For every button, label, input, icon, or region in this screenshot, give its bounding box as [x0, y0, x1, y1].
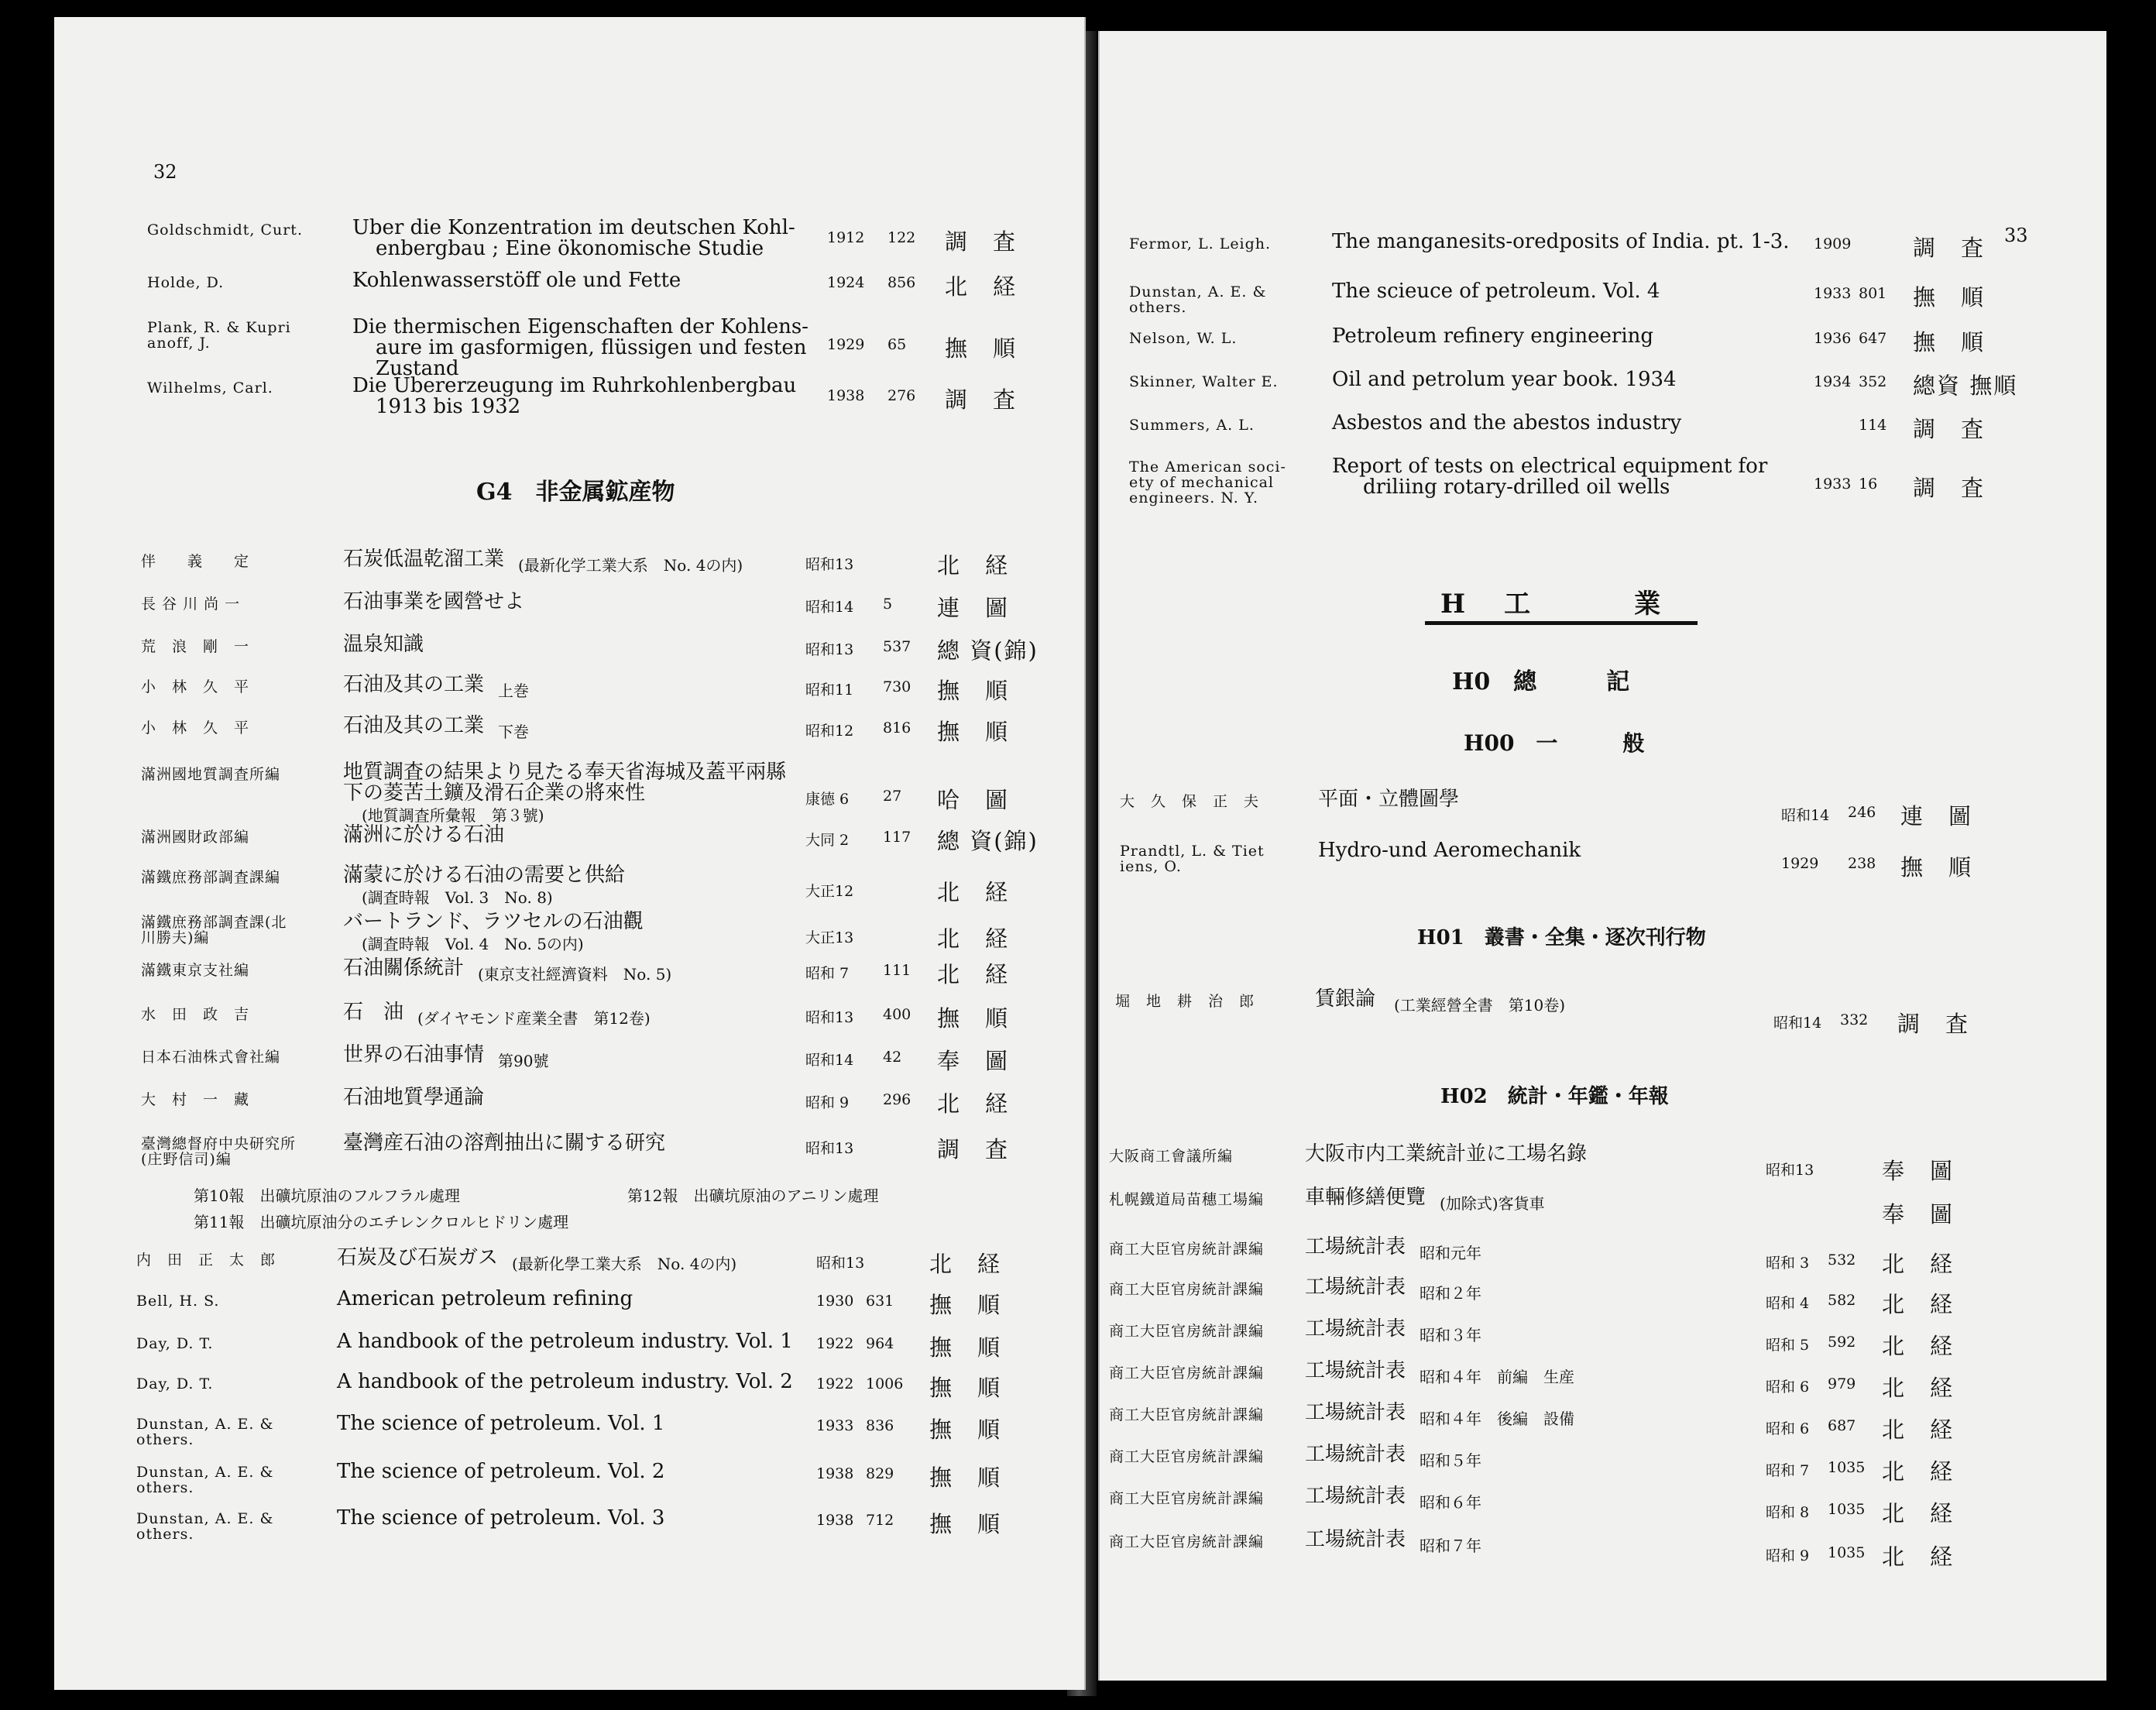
entry-location: 北 経	[937, 925, 1010, 952]
entry-title: Kohlenwasserstöff ole und Fette	[352, 269, 681, 292]
entry-title: A handbook of the petroleum industry. Vol. 2	[337, 1370, 793, 1393]
entry-pages: 687	[1828, 1417, 1856, 1434]
entry-author: Day, D. T.	[136, 1335, 214, 1352]
entry-pages: 979	[1828, 1375, 1856, 1392]
entry-author: Plank, R. & Kupri	[147, 319, 291, 336]
entry-author: 札幌鐵道局苗穗工場編	[1109, 1191, 1265, 1208]
entry-author: Dunstan, A. E. &	[136, 1464, 274, 1481]
entry-author: 伴 義 定	[141, 553, 250, 570]
entry-year: 大正13	[805, 929, 854, 946]
entry-author: Day, D. T.	[136, 1375, 214, 1392]
entry-title: 工場統計表	[1305, 1317, 1406, 1341]
entry-pages: 1035	[1828, 1544, 1866, 1561]
entry-title: Asbestos and the abestos industry	[1332, 411, 1682, 434]
subnote: 第12報 出礦坑原油のアニリン處理	[627, 1186, 879, 1205]
entry-year: 1933	[816, 1417, 854, 1434]
entry-year: 昭和 9	[805, 1094, 850, 1111]
entry-author: 小 林 久 平	[141, 678, 250, 695]
entry-author: 大阪商工會議所編	[1109, 1148, 1234, 1165]
entry-location: 北 経	[937, 552, 1010, 579]
entry-year: 昭和13	[805, 641, 854, 658]
entry-author: 大 久 保 正 夫	[1120, 793, 1260, 810]
subnote: 第10報 出礦坑原油のフルフラル處理	[194, 1186, 461, 1205]
entry-note: (最新化学工業大系 No. 4の内)	[518, 556, 743, 575]
entry-author: 商工大臣官房統計課編	[1109, 1281, 1265, 1298]
entry-pages: 117	[883, 829, 911, 846]
entry-title: driliing rotary-drilled oil wells	[1363, 476, 1670, 499]
entry-year: 1922	[816, 1335, 854, 1352]
entry-year: 1936	[1814, 330, 1852, 347]
entry-author: Dunstan, A. E. &	[136, 1510, 274, 1527]
entry-pages: 111	[883, 962, 911, 979]
entry-location: 撫 順	[1913, 284, 1986, 311]
entry-pages: 592	[1828, 1334, 1856, 1351]
entry-pages: 537	[883, 638, 911, 655]
subnote: 第11報 出礦坑原油分のエチレンクロルヒドリン處理	[194, 1213, 569, 1231]
entry-note: 昭和４年 後編 設備	[1420, 1410, 1574, 1428]
entry-year: 昭和13	[1766, 1162, 1814, 1179]
entry-year: 1929	[827, 336, 865, 353]
entry-location: 調 査	[937, 1136, 1010, 1162]
entry-author: Bell, H. S.	[136, 1293, 220, 1310]
entry-title: The science of petroleum. Vol. 1	[337, 1412, 665, 1435]
entry-location: 撫 順	[937, 719, 1010, 745]
entry-pages: 114	[1859, 417, 1887, 434]
entry-pages: 631	[866, 1293, 894, 1310]
entry-location: 撫 順	[929, 1292, 1002, 1318]
entry-title: 臺灣産石油の溶劑抽出に關する研究	[343, 1131, 666, 1155]
entry-author: Goldschmidt, Curt.	[147, 221, 303, 239]
entry-location: 撫 順	[929, 1416, 1002, 1443]
entry-year: 1929	[1781, 855, 1819, 872]
entry-pages: 246	[1848, 804, 1876, 821]
entry-year: 1909	[1814, 235, 1852, 252]
entry-title: 石 油	[343, 1001, 404, 1024]
entry-author: 堀 地 耕 治 郎	[1115, 993, 1255, 1010]
entry-title: 石油地質學通論	[343, 1086, 485, 1109]
entry-year: 昭和12	[805, 723, 854, 740]
entry-author: Prandtl, L. & Tiet	[1120, 843, 1265, 860]
entry-author: 商工大臣官房統計課編	[1109, 1365, 1265, 1382]
entry-location: 北 経	[937, 879, 1010, 905]
entry-year: 大正12	[805, 883, 854, 900]
entry-location: 北 経	[937, 961, 1010, 987]
entry-location: 北 経	[1882, 1291, 1955, 1317]
entry-title: 工場統計表	[1305, 1401, 1406, 1424]
section-heading-g4: G4 非金属鉱産物	[476, 479, 675, 506]
entry-title: The science of petroleum. Vol. 2	[337, 1460, 665, 1483]
entry-author: Skinner, Walter E.	[1129, 373, 1279, 390]
entry-title: 工場統計表	[1305, 1528, 1406, 1551]
entry-pages: 582	[1828, 1292, 1856, 1309]
entry-note: 第90號	[498, 1052, 549, 1070]
entry-title: A handbook of the petroleum industry. Vol. 1	[337, 1330, 793, 1353]
entry-location: 連 圖	[937, 595, 1010, 621]
entry-title: The science of petroleum. Vol. 3	[337, 1506, 665, 1530]
entry-title: 工場統計表	[1305, 1359, 1406, 1382]
section-heading-h00: H00 一 般	[1464, 730, 1645, 756]
entry-author: 滿鐵庶務部調査課編	[141, 869, 281, 886]
entry-pages: 856	[887, 274, 916, 291]
entry-author: Summers, A. L.	[1129, 417, 1255, 434]
entry-location: 北 経	[1882, 1375, 1955, 1401]
section-heading-h: H 工 業	[1440, 589, 1667, 620]
entry-author: 滿鐵東京支社編	[141, 962, 250, 979]
entry-note: (調査時報 Vol. 3 No. 8)	[362, 888, 553, 907]
entry-title: 石油關係統計	[343, 956, 465, 980]
entry-title: 工場統計表	[1305, 1276, 1406, 1299]
entry-author: 商工大臣官房統計課編	[1109, 1241, 1265, 1258]
entry-location: 調 査	[1913, 475, 1986, 501]
entry-title: enbergbau ; Eine ökonomische Studie	[376, 237, 764, 260]
entry-title: 滿蒙に於ける石油の需要と供給	[343, 864, 626, 887]
entry-year: 昭和13	[816, 1255, 865, 1272]
entry-year: 1938	[827, 387, 865, 404]
entry-pages: 730	[883, 678, 911, 695]
entry-location: 北 経	[1882, 1416, 1955, 1443]
entry-title: 石油事業を國營せよ	[343, 590, 525, 613]
entry-location: 奉 圖	[1882, 1158, 1955, 1184]
entry-note: 昭和３年	[1420, 1326, 1481, 1344]
entry-title: Die Ubererzeugung im Ruhrkohlenbergbau	[352, 374, 797, 397]
entry-author: (庄野信司)編	[141, 1151, 232, 1168]
entry-pages: 1035	[1828, 1501, 1866, 1518]
entry-title: Petroleum refinery engineering	[1332, 324, 1654, 348]
entry-title: 地質調査の結果より見たる奉天省海城及蓋平兩縣	[343, 761, 787, 784]
entry-year: 1933	[1814, 285, 1852, 302]
entry-location: 調 査	[945, 228, 1018, 255]
entry-author: 商工大臣官房統計課編	[1109, 1448, 1265, 1465]
entry-location: 北 経	[1882, 1333, 1955, 1359]
entry-title: 工場統計表	[1305, 1485, 1406, 1508]
entry-author: 水 田 政 吉	[141, 1006, 250, 1023]
entry-author: Dunstan, A. E. &	[136, 1416, 274, 1433]
entry-title: 温泉知識	[343, 633, 424, 656]
entry-note: (加除式)客貨車	[1440, 1194, 1545, 1213]
section-heading-h0: H0 總 記	[1452, 668, 1630, 695]
entry-title: 世界の石油事情	[343, 1043, 485, 1066]
entry-title: The scieuce of petroleum. Vol. 4	[1332, 280, 1660, 303]
entry-location: 北 経	[929, 1251, 1002, 1277]
entry-author: engineers. N. Y.	[1129, 489, 1258, 506]
entry-location: 北 経	[1882, 1500, 1955, 1526]
entry-year: 昭和13	[805, 1140, 854, 1157]
page-number: 33	[2004, 225, 2028, 246]
entry-year: 昭和 5	[1766, 1337, 1810, 1354]
entry-note: 下巻	[498, 723, 529, 741]
entry-author: 商工大臣官房統計課編	[1109, 1533, 1265, 1550]
entry-location: 撫 順	[929, 1375, 1002, 1401]
entry-year: 大同 2	[805, 832, 850, 849]
entry-note: (最新化學工業大系 No. 4の内)	[512, 1255, 737, 1273]
entry-note: 昭和７年	[1420, 1537, 1481, 1555]
entry-year: 昭和 6	[1766, 1379, 1810, 1396]
entry-year: 昭和14	[1781, 807, 1830, 824]
entry-author: Fermor, L. Leigh.	[1129, 235, 1272, 252]
entry-pages: 647	[1859, 330, 1887, 347]
entry-title: 賃銀論	[1315, 987, 1376, 1011]
entry-author: 滿洲國地質調査所編	[141, 766, 281, 783]
entry-location: 撫 順	[1900, 854, 1973, 881]
entry-location: 北 経	[1882, 1251, 1955, 1277]
entry-year: 昭和 9	[1766, 1547, 1810, 1564]
entry-title: 石油及其の工業	[343, 714, 485, 737]
entry-author: 川勝夫)編	[141, 929, 210, 946]
entry-location: 調 査	[1913, 235, 1986, 261]
entry-year: 昭和14	[1773, 1015, 1822, 1032]
entry-title: 大阪市内工業統計並に工場名錄	[1305, 1142, 1588, 1166]
entry-location: 總資 撫順	[1913, 373, 2018, 399]
entry-pages: 27	[883, 788, 902, 805]
entry-title: 工場統計表	[1305, 1443, 1406, 1466]
entry-author: 商工大臣官房統計課編	[1109, 1406, 1265, 1423]
entry-location: 連 圖	[1900, 803, 1973, 829]
section-heading-h01: H01 叢書・全集・逐次刊行物	[1417, 926, 1706, 949]
entry-year: 昭和 7	[1766, 1462, 1810, 1479]
entry-title: バートランド、ラツセルの石油觀	[343, 910, 644, 933]
entry-author: Nelson, W. L.	[1129, 330, 1238, 347]
entry-location: 調 査	[1913, 416, 1986, 442]
entry-author: anoff, J.	[147, 335, 211, 352]
entry-location: 總 資(錦)	[937, 637, 1039, 664]
entry-year: 昭和 8	[1766, 1504, 1810, 1521]
entry-location: 撫 順	[937, 678, 1010, 704]
entry-title: Oil and petrolum year book. 1934	[1332, 368, 1677, 391]
entry-location: 撫 順	[1913, 329, 1986, 355]
entry-author: 臺灣總督府中央研究所	[141, 1135, 297, 1152]
entry-pages: 296	[883, 1091, 911, 1108]
entry-pages: 352	[1859, 373, 1887, 390]
entry-author: Wilhelms, Carl.	[147, 379, 273, 397]
entry-author: 滿鐵庶務部調査課(北	[141, 914, 287, 931]
section-heading-h02: H02 統計・年鑑・年報	[1440, 1085, 1669, 1108]
entry-author: ety of mechanical	[1129, 474, 1274, 491]
heading-rule	[1425, 621, 1698, 625]
right-page	[1098, 31, 2106, 1681]
entry-year: 昭和13	[805, 1009, 854, 1026]
entry-location: 北 経	[1882, 1458, 1955, 1485]
entry-pages: 829	[866, 1465, 894, 1482]
entry-year: 昭和 7	[805, 965, 850, 982]
entry-year: 1922	[816, 1375, 854, 1392]
entry-year: 1934	[1814, 373, 1852, 390]
entry-year: 1930	[816, 1293, 854, 1310]
entry-note: (東京支社經濟資料 No. 5)	[478, 965, 672, 984]
entry-title: Die thermischen Eigenschaften der Kohlens-	[352, 315, 808, 338]
entry-pages: 1006	[866, 1375, 904, 1392]
entry-pages: 964	[866, 1335, 894, 1352]
entry-year: 昭和14	[805, 599, 854, 616]
entry-author: others.	[136, 1431, 194, 1448]
entry-author: 滿洲國財政部編	[141, 829, 250, 846]
entry-year: 昭和13	[805, 556, 854, 573]
entry-author: 大 村 一 藏	[141, 1091, 250, 1108]
entry-title: Uber die Konzentration im deutschen Kohl-	[352, 216, 795, 239]
entry-title: aure im gasformigen, flüssigen und festen	[376, 336, 807, 359]
entry-title: Hydro-und Aeromechanik	[1318, 839, 1581, 862]
entry-pages: 801	[1859, 285, 1887, 302]
entry-pages: 532	[1828, 1252, 1856, 1269]
entry-title: American petroleum refining	[337, 1287, 633, 1310]
entry-year: 昭和 4	[1766, 1295, 1810, 1312]
entry-title: 石炭低温乾溜工業	[343, 548, 505, 571]
entry-title: 車輛修繕便覽	[1305, 1186, 1426, 1209]
entry-year: 1938	[816, 1512, 854, 1529]
entry-author: 荒 浪 剛 一	[141, 638, 250, 655]
entry-year: 昭和11	[805, 682, 854, 699]
entry-location: 哈 圖	[937, 787, 1010, 813]
entry-location: 撫 順	[929, 1334, 1002, 1361]
entry-location: 北 経	[945, 273, 1018, 300]
entry-note: 昭和２年	[1420, 1284, 1481, 1303]
entry-year: 昭和 3	[1766, 1255, 1810, 1272]
entry-pages: 1035	[1828, 1459, 1866, 1476]
entry-location: 撫 順	[929, 1511, 1002, 1537]
entry-pages: 122	[887, 229, 916, 246]
entry-title: Report of tests on electrical equipment for	[1332, 455, 1768, 478]
entry-author: 内 田 正 太 郎	[136, 1252, 276, 1269]
entry-pages: 65	[887, 336, 907, 353]
entry-year: 昭和14	[805, 1052, 854, 1069]
entry-title: 石油及其の工業	[343, 673, 485, 696]
entry-year: 1924	[827, 274, 865, 291]
entry-author: others.	[136, 1479, 194, 1496]
entry-author: 長 谷 川 尚 一	[141, 596, 241, 613]
entry-pages: 836	[866, 1417, 894, 1434]
entry-location: 總 資(錦)	[937, 828, 1039, 854]
entry-location: 北 経	[937, 1090, 1010, 1117]
entry-location: 北 経	[1882, 1543, 1955, 1570]
entry-location: 撫 順	[929, 1464, 1002, 1491]
entry-pages: 400	[883, 1006, 911, 1023]
entry-author: 日本石油株式會社編	[141, 1049, 281, 1066]
page-number: 32	[153, 161, 177, 183]
entry-pages: 16	[1859, 476, 1878, 493]
entry-note: 上巻	[498, 682, 529, 700]
entry-pages: 712	[866, 1512, 894, 1529]
entry-author: 商工大臣官房統計課編	[1109, 1490, 1265, 1507]
entry-location: 撫 順	[945, 335, 1018, 362]
entry-author: Holde, D.	[147, 274, 225, 291]
entry-author: Dunstan, A. E. &	[1129, 283, 1267, 300]
entry-pages: 816	[883, 719, 911, 737]
entry-pages: 238	[1848, 855, 1876, 872]
entry-location: 奉 圖	[1882, 1201, 1955, 1228]
entry-note: 昭和４年 前編 生産	[1420, 1368, 1574, 1386]
entry-year: 昭和 6	[1766, 1420, 1810, 1437]
entry-title: 平面・立體圖學	[1318, 788, 1460, 811]
entry-title: 1913 bis 1932	[376, 395, 521, 418]
entry-author: iens, O.	[1120, 858, 1182, 875]
entry-title: 滿洲に於ける石油	[343, 823, 505, 846]
entry-note: (工業經營全書 第10卷)	[1394, 996, 1566, 1015]
entry-note: 昭和６年	[1420, 1493, 1481, 1512]
entry-title: 下の菱苦土鑛及滑石企業の將來性	[343, 781, 646, 805]
entry-note: 昭和元年	[1420, 1244, 1481, 1262]
entry-author: 商工大臣官房統計課編	[1109, 1323, 1265, 1340]
entry-year: 1912	[827, 229, 865, 246]
entry-year: 1933	[1814, 476, 1852, 493]
entry-year: 1938	[816, 1465, 854, 1482]
entry-author: 小 林 久 平	[141, 719, 250, 737]
entry-location: 調 査	[945, 386, 1018, 413]
entry-pages: 332	[1840, 1011, 1869, 1028]
entry-author: The American soci-	[1129, 458, 1286, 476]
entry-location: 撫 順	[937, 1005, 1010, 1032]
entry-year: 康德 6	[805, 791, 850, 808]
entry-note: (地質調査所彙報 第３號)	[362, 806, 544, 825]
entry-author: others.	[136, 1526, 194, 1543]
entry-title: 工場統計表	[1305, 1235, 1406, 1258]
entry-pages: 42	[883, 1049, 902, 1066]
entry-note: 昭和５年	[1420, 1451, 1481, 1470]
entry-pages: 276	[887, 387, 916, 404]
entry-location: 奉 圖	[937, 1048, 1010, 1074]
entry-note: (ダイヤモンド産業全書 第12卷)	[417, 1009, 651, 1028]
entry-title: 石炭及び石炭ガス	[337, 1246, 499, 1269]
entry-location: 調 査	[1897, 1011, 1970, 1037]
entry-note: (調査時報 Vol. 4 No. 5の内)	[362, 935, 584, 953]
entry-author: others.	[1129, 299, 1187, 316]
entry-title: The manganesits-oredposits of India. pt. 1-3.	[1332, 230, 1790, 253]
entry-title: Zustand	[376, 357, 459, 380]
left-page	[54, 17, 1086, 1690]
entry-pages: 5	[883, 596, 893, 613]
